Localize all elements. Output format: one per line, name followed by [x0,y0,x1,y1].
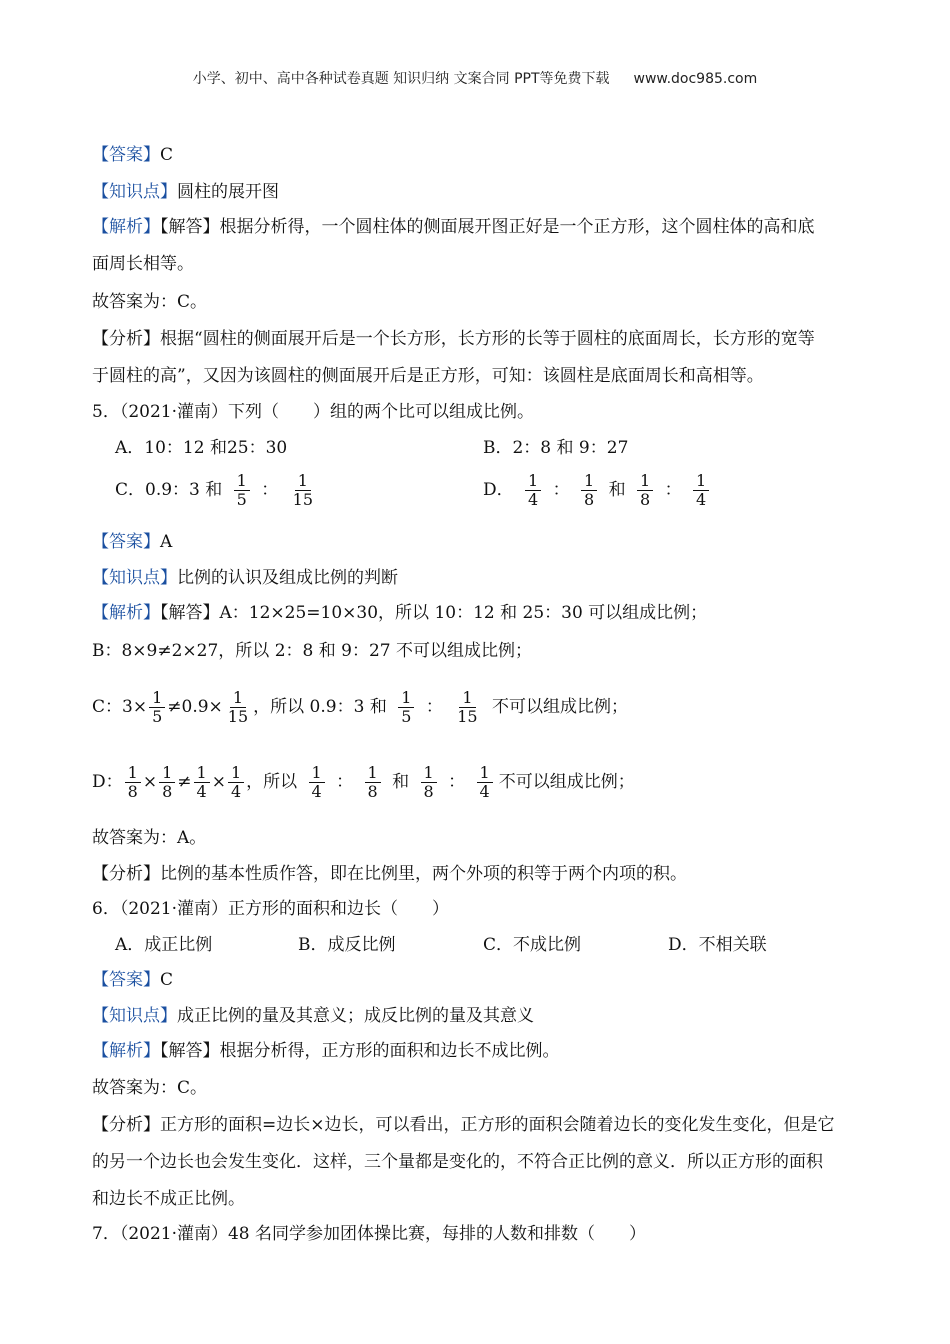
q6-answer [92,968,173,992]
fraction: $\frac{1}{5}$ [149,689,165,726]
fenxi-tag: 【分析】 [92,1115,160,1135]
analysis-tag: 【解析】 [92,603,160,623]
q4-analysis-cont: 面周长相等。 [92,254,194,274]
fraction: $\frac{1}{8}$ [637,472,653,509]
fraction: $\frac{1}{8}$ [365,764,381,801]
q5-option-c: C．0.9：3 和 $\frac{1}{5}$ ： $\frac{1}{15}$ [115,472,322,509]
q5-option-c-prefix: C．0.9：3 和 [115,480,223,500]
page-header [0,68,950,88]
q5-analysis-c: C：3× $\frac{1}{5}$ ≠0.9× $\frac{1}{15}$ ，所以 0.9：3 和 $\frac{1}{5}$ ： $\frac{1}{15}$ 不可以组成比例； [92,688,628,726]
q4-knowledge [92,180,279,204]
fraction: $\frac{1}{5}$ [234,472,250,509]
fenxi-tag: 【分析】 [92,864,160,884]
solve-tag: 【解答】 [160,1041,220,1061]
fraction: $\frac{1}{15}$ [457,688,478,726]
q5-answer-value: A [160,532,173,552]
fraction: $\frac{1}{15}$ [292,471,314,509]
fraction: $\frac{1}{4}$ [194,764,210,801]
q6-knowledge [92,1004,534,1028]
q5-option-d: D． $\frac{1}{4}$ ： $\frac{1}{8}$ 和 $\frac{1}{8}$ ： $\frac{1}{4}$ [483,472,715,509]
q5-analysis-d: D： $\frac{1}{8}$ × $\frac{1}{8}$ ≠ $\frac{1}{4}$ × $\frac{1}{4}$ ，所以 $\frac{1}{4}$ ： $\frac{1}{8}$ 和 $\frac{1}{8}$ ： $\frac{1}{4}$ 不可以组成比例； [92,763,635,801]
q5-stem: 5．（2021·灌南）下列（ ）组的两个比可以组成比例。 [92,402,534,422]
q6-conclusion: 故答案为：C。 [92,1078,208,1098]
answer-tag: 【答案】 [92,145,160,165]
analysis-tag: 【解析】 [92,1041,160,1061]
solve-tag: 【解答】 [160,603,220,623]
answer-tag: 【答案】 [92,970,160,990]
q5-fenxi [92,862,687,886]
q6-stem: 6．（2021·灌南）正方形的面积和边长（ ） [92,899,449,919]
q6-knowledge-text: 成正比例的量及其意义；成反比例的量及其意义 [177,1006,534,1026]
q4-conclusion: 故答案为：C。 [92,292,208,312]
fraction: $\frac{1}{4}$ [477,764,493,801]
q6-option-c: C．不成比例 [483,935,582,955]
q6-fenxi-cont-1: 的另一个边长也会发生变化．这样，三个量都是变化的，不符合正比例的意义．所以正方形的面积 [92,1152,823,1172]
q4-knowledge-text: 圆柱的展开图 [177,182,279,202]
fraction: $\frac{1}{4}$ [309,764,325,801]
answer-tag: 【答案】 [92,532,160,552]
knowledge-tag: 【知识点】 [92,568,177,588]
q4-fenxi-text-1: 根据“圆柱的侧面展开后是一个长方形，长方形的长等于圆柱的底面周长，长方形的宽等 [160,329,815,349]
q5-analysis-b: B：8×9≠2×27，所以 2：8 和 9：27 不可以组成比例； [92,641,532,661]
q5-option-b: B．2：8 和 9：27 [483,438,629,458]
fenxi-tag: 【分析】 [92,329,160,349]
q4-answer-value: C [160,145,174,165]
q5-fenxi-text: 比例的基本性质作答，即在比例里，两个外项的积等于两个内项的积。 [160,864,687,884]
q6-option-b: B．成反比例 [298,935,396,955]
header-text: 小学、初中、高中各种试卷真题 知识归纳 文案合同 PPT等免费下载 [192,71,610,87]
analysis-tag: 【解析】 [92,217,160,237]
q4-analysis-text-1: 根据分析得，一个圆柱体的侧面展开图正好是一个正方形，这个圆柱体的高和底 [219,217,815,237]
q7-stem: 7．（2021·灌南）48 名同学参加团体操比赛，每排的人数和排数（ ） [92,1224,647,1244]
q6-option-a: A．成正比例 [115,935,213,955]
q5-knowledge [92,566,398,590]
q6-fenxi [92,1113,835,1137]
q6-answer-value: C [160,970,174,990]
q4-fenxi [92,327,815,351]
fraction: $\frac{1}{8}$ [125,764,141,801]
fraction: $\frac{1}{5}$ [398,689,414,726]
q5-analysis-a: A：12×25=10×30，所以 10：12 和 25：30 可以组成比例； [219,603,708,623]
q6-fenxi-cont-2: 和边长不成正比例。 [92,1189,245,1209]
fraction: $\frac{1}{4}$ [228,764,244,801]
knowledge-tag: 【知识点】 [92,182,177,202]
q4-answer [92,143,173,167]
q5-answer [92,530,172,554]
knowledge-tag: 【知识点】 [92,1006,177,1026]
q4-fenxi-cont: 于圆柱的高”，又因为该圆柱的侧面展开后是正方形，可知：该圆柱是底面周长和高相等。 [92,366,764,386]
fraction: $\frac{1}{4}$ [525,472,541,509]
solve-tag: 【解答】 [160,217,220,237]
fraction: $\frac{1}{8}$ [421,764,437,801]
q4-analysis [92,215,815,239]
header-url[interactable]: www.doc985.com [633,71,758,87]
q5-analysis [92,601,707,625]
q5-conclusion: 故答案为：A。 [92,828,207,848]
q5-option-d-prefix: D． [483,480,514,500]
fraction: $\frac{1}{8}$ [581,472,597,509]
q5-option-a: A．10：12 和25：30 [115,438,288,458]
q6-analysis-text: 根据分析得，正方形的面积和边长不成比例。 [219,1041,560,1061]
q6-option-d: D．不相关联 [668,935,767,955]
q5-knowledge-text: 比例的认识及组成比例的判断 [177,568,398,588]
q6-fenxi-text-1: 正方形的面积=边长×边长，可以看出，正方形的面积会随着边长的变化发生变化，但是它 [160,1115,835,1135]
fraction: $\frac{1}{8}$ [159,764,175,801]
q6-analysis [92,1039,560,1063]
fraction: $\frac{1}{4}$ [693,472,709,509]
fraction: $\frac{1}{15}$ [227,688,249,726]
